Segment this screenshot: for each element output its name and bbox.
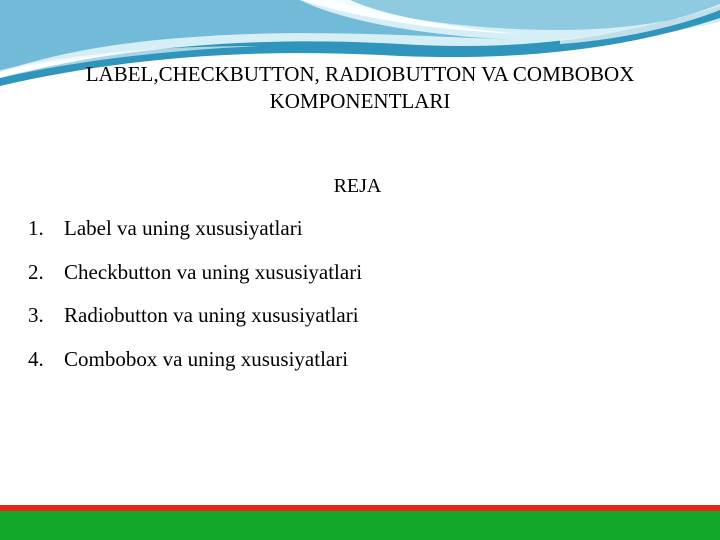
plan-item-number: 4. [28, 346, 44, 371]
plan-item-number: 2. [28, 259, 44, 284]
bottom-stripe-green [0, 511, 720, 540]
plan-list [28, 214, 362, 388]
plan-item-text: Label va uning xususiyatlari [64, 216, 303, 240]
plan-item-number: 1. [28, 216, 44, 240]
plan-item-4 [28, 345, 362, 389]
plan-item-2 [28, 258, 362, 302]
plan-item-3 [28, 301, 362, 345]
plan-item-number: 3. [28, 303, 44, 327]
plan-item-text: Combobox va uning xususiyatlari [64, 346, 349, 371]
slide-title [20, 61, 700, 115]
slide-title-line-2: KOMPONENTLARI [269, 89, 451, 113]
plan-item-1 [28, 214, 362, 258]
plan-heading: REJA [333, 175, 382, 197]
plan-item-text: Checkbutton va uning xususiyatlari [64, 259, 363, 284]
slide-title-line-1: LABEL,CHECKBUTTON, RADIOBUTTON VA COMBOBOX [85, 62, 635, 86]
plan-item-text: Radiobutton va uning xususiyatlari [64, 303, 359, 327]
